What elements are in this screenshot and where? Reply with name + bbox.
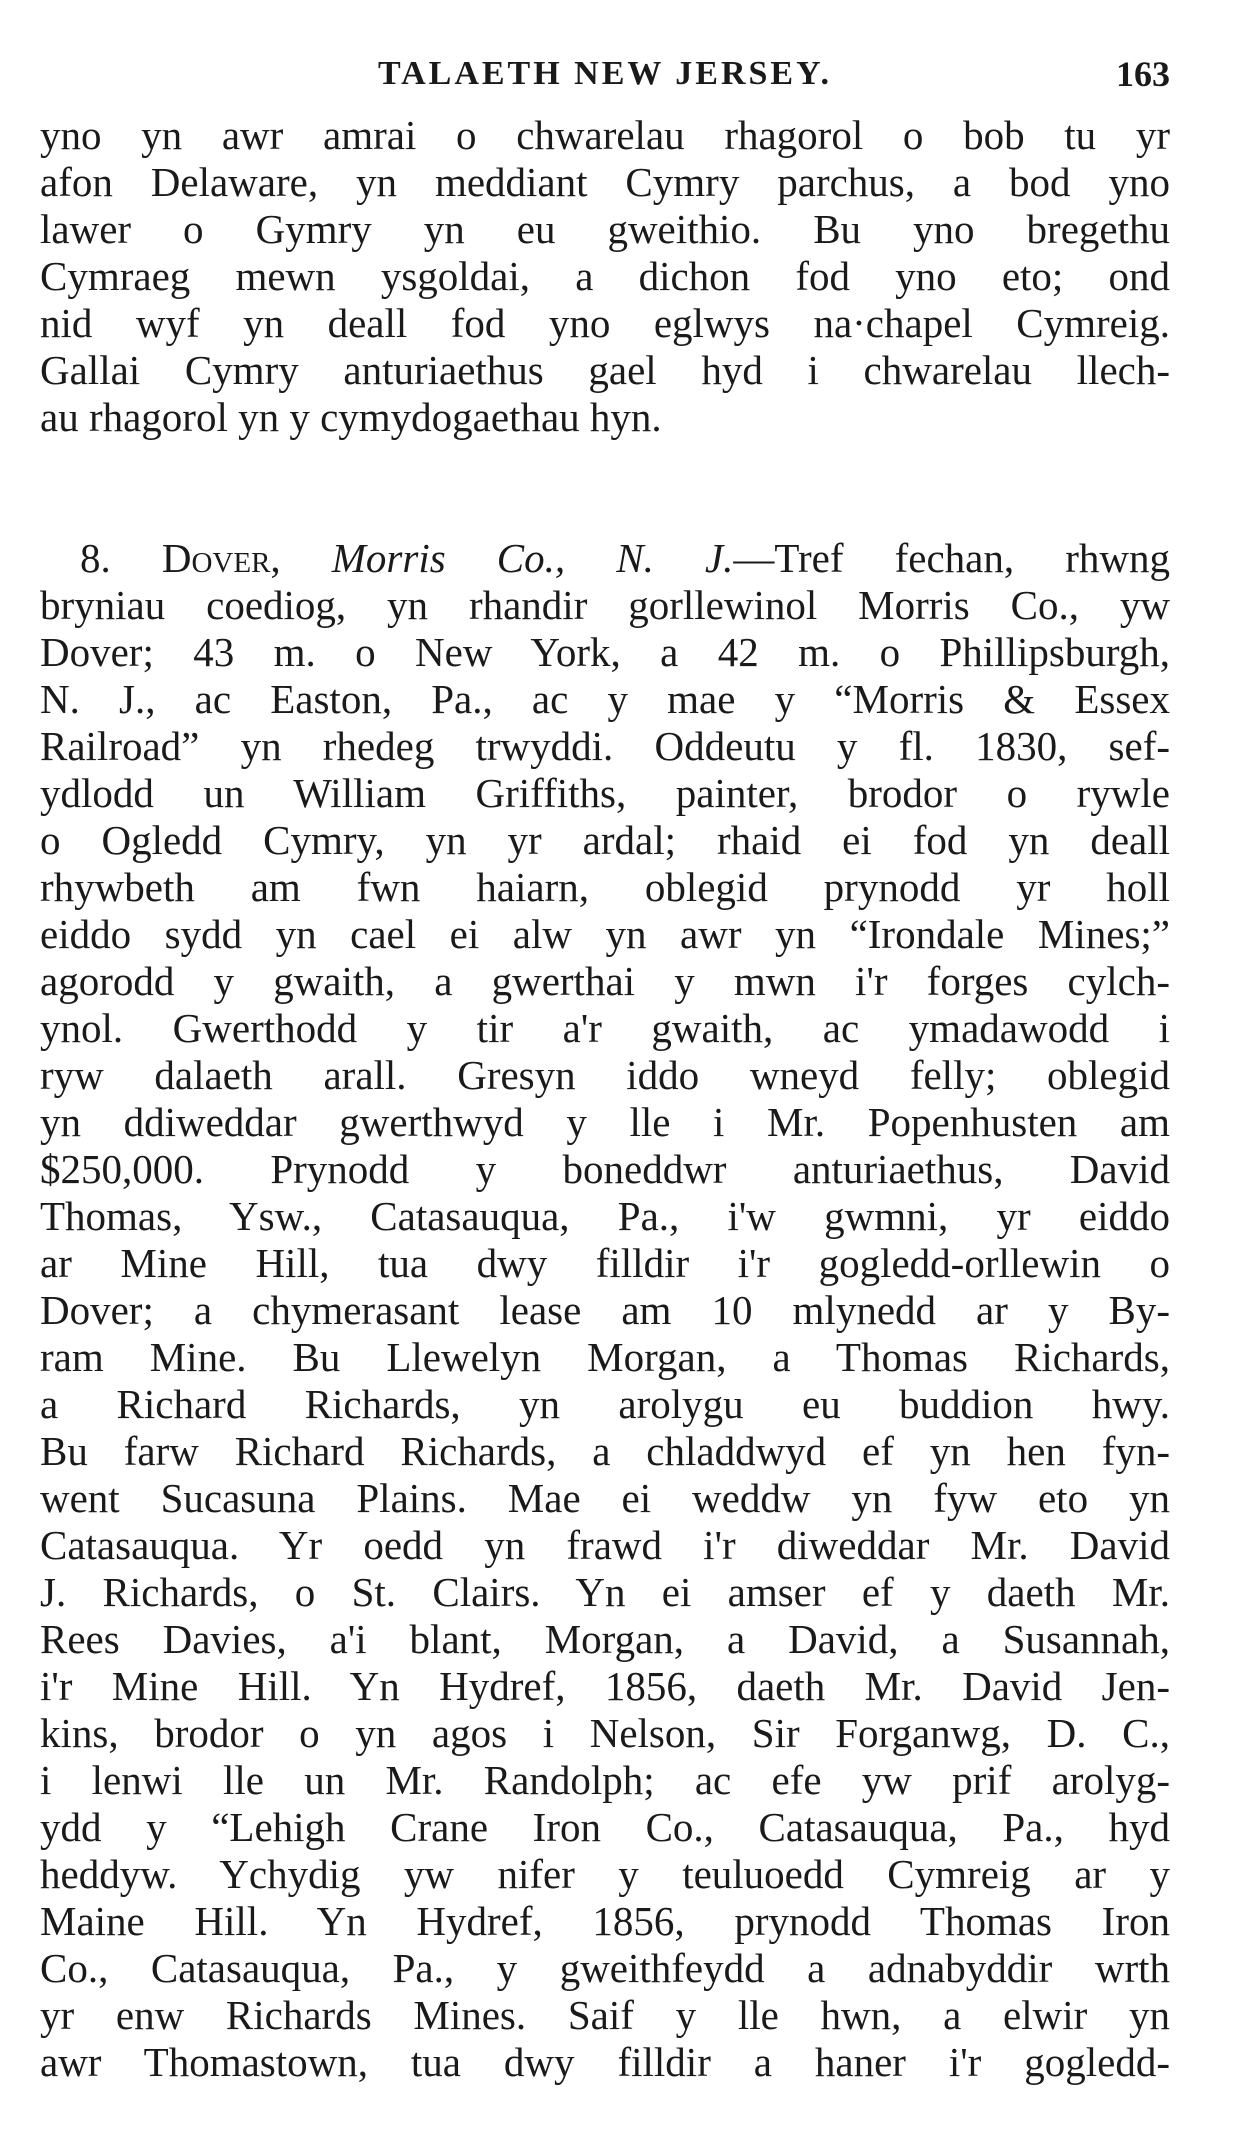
text-line: i lenwi lle un Mr. Randolph; ac efe yw prif arolyg- bbox=[40, 1757, 1170, 1803]
text-line: awr Thomastown, tua dwy filldir a haner i'r gogledd- bbox=[40, 2039, 1170, 2085]
paragraph-first-line bbox=[40, 535, 1170, 582]
text-line: Dover; 43 m. o New York, a 42 m. o Phillipsburgh, bbox=[40, 629, 1170, 675]
text-line: Maine Hill. Yn Hydref, 1856, prynodd Thomas Iron bbox=[40, 1898, 1170, 1944]
text-line: eiddo sydd yn cael ei alw yn awr yn “Irondale Mines;” bbox=[40, 911, 1170, 957]
text-line: ram Mine. Bu Llewelyn Morgan, a Thomas Richards, bbox=[40, 1334, 1170, 1380]
page-number: 163 bbox=[1116, 54, 1170, 94]
text-line: au rhagorol yn y cymydogaethau hyn. bbox=[40, 394, 662, 440]
text-line: Railroad” yn rhedeg trwyddi. Oddeutu y fl. 1830, sef- bbox=[40, 723, 1170, 769]
running-head bbox=[40, 50, 1170, 98]
text-line: a Richard Richards, yn arolygu eu buddion hwy. bbox=[40, 1381, 1170, 1427]
text-line: o Ogledd Cymry, yn yr ardal; rhaid ei fod yn deall bbox=[40, 817, 1170, 863]
text-line: yn ddiweddar gwerthwyd y lle i Mr. Popenhusten am bbox=[40, 1099, 1170, 1145]
first-line-text: —Tref fechan, rhwng bbox=[733, 535, 1170, 581]
text-line: i'r Mine Hill. Yn Hydref, 1856, daeth Mr. David Jen- bbox=[40, 1663, 1170, 1709]
text-line: nid wyf yn deall fod yno eglwys na·chapel Cymreig. bbox=[40, 300, 1170, 346]
text-line: ydd y “Lehigh Crane Iron Co., Catasauqua, Pa., hyd bbox=[40, 1804, 1170, 1850]
text-line: kins, brodor o yn agos i Nelson, Sir Forganwg, D. C., bbox=[40, 1710, 1170, 1756]
section-heading: Dover, bbox=[161, 535, 281, 581]
text-line: lawer o Gymry yn eu gweithio. Bu yno bregethu bbox=[40, 206, 1170, 252]
text-line: rhywbeth am fwn haiarn, oblegid prynodd yr holl bbox=[40, 864, 1170, 910]
text-line: ydlodd un William Griffiths, painter, brodor o rywle bbox=[40, 770, 1170, 816]
text-line: heddyw. Ychydig yw nifer y teuluoedd Cymreig ar y bbox=[40, 1851, 1170, 1897]
section-place: Morris Co., N. J. bbox=[331, 535, 734, 581]
paragraph-quarries bbox=[40, 112, 1170, 441]
text-line: $250,000. Prynodd y boneddwr anturiaethus, David bbox=[40, 1146, 1170, 1192]
paragraph-dover bbox=[40, 535, 1170, 2086]
text-line: Thomas, Ysw., Catasauqua, Pa., i'w gwmni, yr eiddo bbox=[40, 1193, 1170, 1239]
section-number: 8. bbox=[80, 535, 111, 581]
text-line: went Sucasuna Plains. Mae ei weddw yn fyw eto yn bbox=[40, 1475, 1170, 1521]
text-line: ryw dalaeth arall. Gresyn iddo wneyd felly; oblegid bbox=[40, 1052, 1170, 1098]
text-line: Catasauqua. Yr oedd yn frawd i'r diweddar Mr. David bbox=[40, 1522, 1170, 1568]
text-line: J. Richards, o St. Clairs. Yn ei amser ef y daeth Mr. bbox=[40, 1569, 1170, 1615]
text-line: yno yn awr amrai o chwarelau rhagorol o bob tu yr bbox=[40, 112, 1170, 158]
text-line: Co., Catasauqua, Pa., y gweithfeydd a adnabyddir wrth bbox=[40, 1945, 1170, 1991]
text-line: Gallai Cymry anturiaethus gael hyd i chwarelau llech- bbox=[40, 347, 1170, 393]
text-line: Bu farw Richard Richards, a chladdwyd ef yn hen fyn- bbox=[40, 1428, 1170, 1474]
text-line: agorodd y gwaith, a gwerthai y mwn i'r forges cylch- bbox=[40, 958, 1170, 1004]
text-line: Rees Davies, a'i blant, Morgan, a David, a Susannah, bbox=[40, 1616, 1170, 1662]
text-line: afon Delaware, yn meddiant Cymry parchus, a bod yno bbox=[40, 159, 1170, 205]
text-line: ar Mine Hill, tua dwy filldir i'r gogledd-orllewin o bbox=[40, 1240, 1170, 1286]
text-line: Dover; a chymerasant lease am 10 mlynedd ar y By- bbox=[40, 1287, 1170, 1333]
text-line: bryniau coediog, yn rhandir gorllewinol Morris Co., yw bbox=[40, 582, 1170, 628]
text-line: ynol. Gwerthodd y tir a'r gwaith, ac ymadawodd i bbox=[40, 1005, 1170, 1051]
running-title: TALAETH NEW JERSEY. bbox=[377, 55, 833, 92]
text-line: N. J., ac Easton, Pa., ac y mae y “Morris & Essex bbox=[40, 676, 1170, 722]
text-line: Cymraeg mewn ysgoldai, a dichon fod yno eto; ond bbox=[40, 253, 1170, 299]
text-line: yr enw Richards Mines. Saif y lle hwn, a elwir yn bbox=[40, 1992, 1170, 2038]
